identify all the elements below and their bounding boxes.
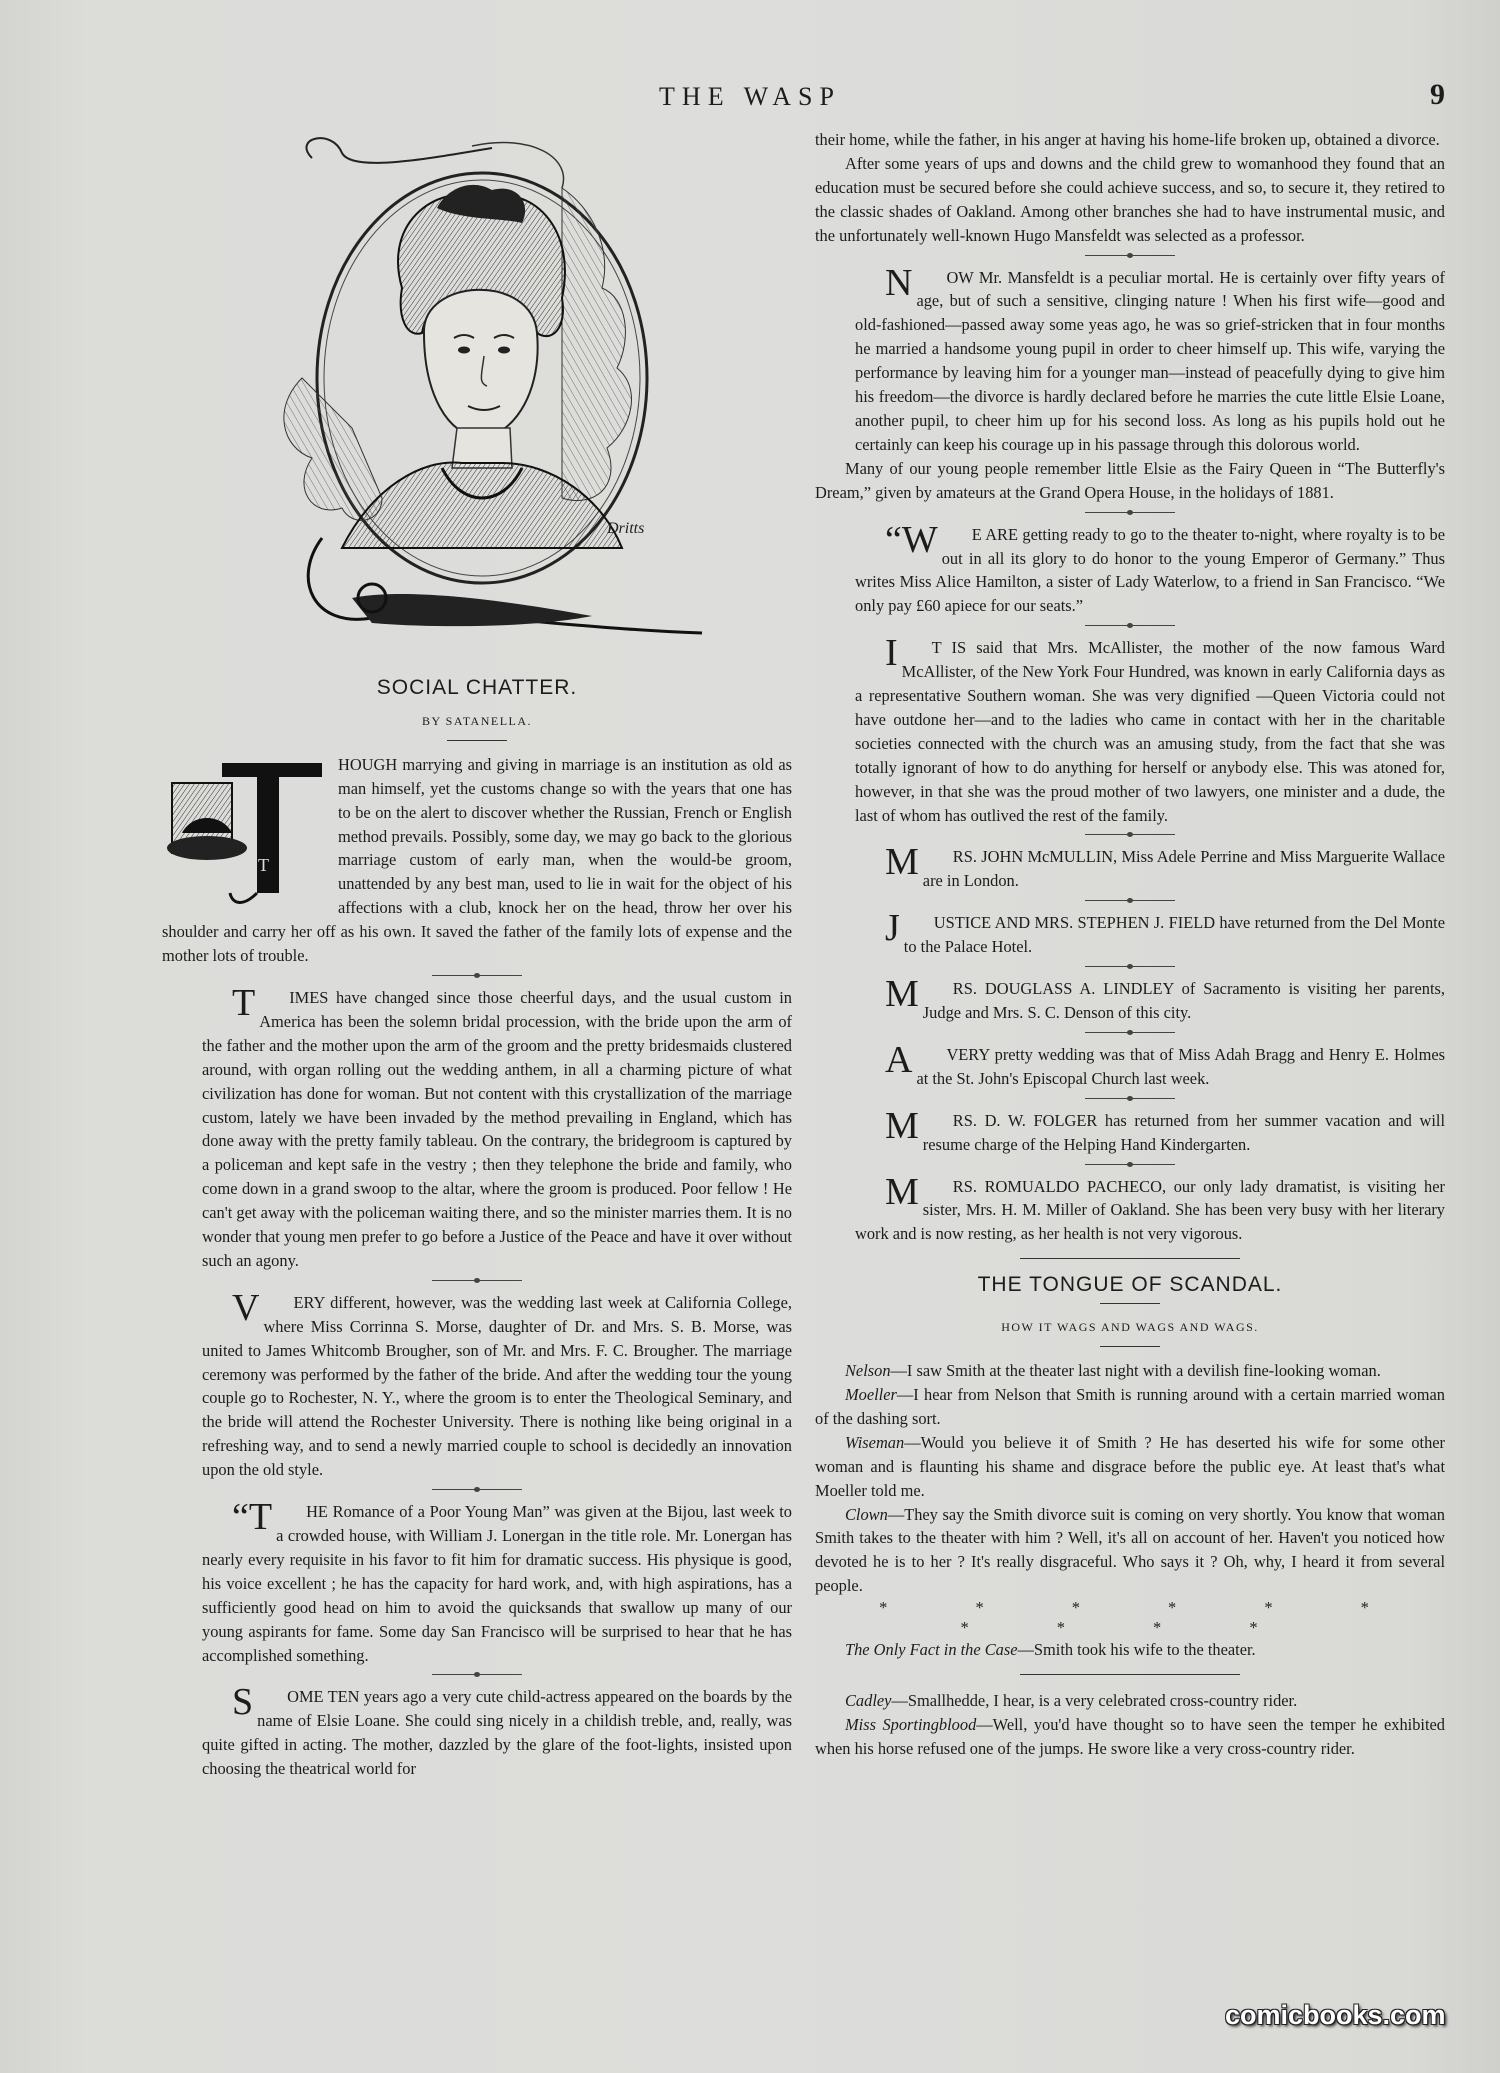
article-text: RS. ROMUALDO PACHECO, our only lady dramatist, is visiting her sister, Mrs. H. M. Miller of Oakland. She has been very busy with her literary work and is now resting, as her health is not very vigorous. <box>855 1176 1445 1244</box>
drop-cap: “W <box>885 518 938 561</box>
divider <box>432 1674 522 1675</box>
dialogue-text: —Would you believe it of Smith ? He has deserted his wife for some other woman and is flaunting his shame and disgrace before the public eye. At least that's what Moeller told me. <box>815 1432 1445 1500</box>
article-times <box>162 981 792 1273</box>
dialogue-line <box>815 1359 1445 1383</box>
article-pacheco <box>815 1170 1445 1247</box>
drop-cap: N <box>885 261 913 304</box>
article-text: T IS said that Mrs. McAllister, the mother of the now famous Ward McAllister, of the New York Four Hundred, was known in early California days as a representative Southern woman. She was very dignified —Queen Victoria could not have outdone her—and to the ladies who came in contact with her in the charitable societies connected with the church was an amusing study, from the fact that she was totally ignorant of how to do anything for herself or anybody else. This was atoned for, however, in that she was the proud mother of two lawyers, one minister and a dude, the last of whom has outlived the rest of the family. <box>855 638 1445 825</box>
speaker-name: Cadley <box>845 1691 892 1711</box>
divider <box>1100 1303 1160 1304</box>
article-text: RS. D. W. FOLGER has returned from her summer vacation and will resume charge of the Helping Hand Kindergarten. <box>922 1110 1445 1154</box>
article-romance <box>162 1496 792 1667</box>
article-some <box>162 1681 792 1781</box>
continuation-paragraph: their home, while the father, in his anger at having his home-life broken up, obtained a divorce. <box>815 130 1440 149</box>
article-text: RS. JOHN McMULLIN, Miss Adele Perrine and Miss Marguerite Wallace are in London. <box>922 847 1445 891</box>
dialogue-line <box>815 1713 1445 1761</box>
article-we <box>815 518 1445 619</box>
intro-paragraph <box>162 753 792 968</box>
divider <box>1100 1346 1160 1347</box>
initial-letter: T <box>258 854 269 875</box>
divider <box>447 740 507 741</box>
ornamental-initial-illustration <box>162 753 332 913</box>
continuation-paragraph: After some years of ups and downs and the child grew to womanhood they found that an education must be secured before she could achieve success, and so, to secure it, they retired to the classic shades of Oakland. Among other branches she had to have instrumental music, and the unfortunately well-known Hugo Mansfeldt was selected as a professor. <box>815 153 1445 245</box>
article-folger <box>815 1104 1445 1157</box>
article-text: IMES have changed since those cheerful days, and the usual custom in America has been the solemn bridal procession, with the bride upon the arm of the father and the mother upon the arm of the groom and the pretty bridesmaids clustered around, with organ rolling out the wedding anthem, in all a charming picture of what civilization has done for woman. But not content with this crystallization of the marriage custom, lately we have been invaded by the method prevailing in England, which has done away with the pretty family tableau. On the contrary, the bridegroom is captured by a policeman and kept safe in the vestry ; then they telephone the bride and family, who come down in a grand swoop to the altar, where the groom is produced. Poor fellow ! He can't get away with the policeman waiting there, and so the minister marries them. It is no wonder that young men prefer to go before a Justice of the Peace and have it over without such an agony. <box>202 987 792 1270</box>
masthead: THE WASP <box>659 82 841 111</box>
divider <box>1085 255 1175 256</box>
dialogue-line <box>815 1383 1445 1431</box>
tongue-subtitle: HOW IT WAGS AND WAGS AND WAGS. <box>1001 1320 1259 1335</box>
drop-cap: “T <box>232 1496 273 1539</box>
article-very <box>162 1286 792 1482</box>
dialogue-text: —They say the Smith divorce suit is coming on very shortly. You know that woman Smith takes to the theater with him ? Well, it's all on account of her. Haven't you noticed how devoted he is to her ? It's really disgraceful. Who says it ? Oh, why, I heard it from several people. <box>815 1504 1445 1596</box>
fact-text: —Smith took his wife to the theater. <box>1017 1640 1256 1660</box>
byline: BY SATANELLA. <box>421 713 533 728</box>
fact-label: The Only Fact in the Case <box>845 1640 1018 1660</box>
section-rule <box>1020 1258 1240 1259</box>
divider <box>1085 1032 1175 1033</box>
article-text: OME TEN years ago a very cute child-actress appeared on the boards by the name of Elsie Loane. She could sing nicely in a childish treble, and, really, was quite gifted in acting. The mother, dazzled by the glare of the foot-lights, insisted upon choosing the theatrical world for <box>202 1687 792 1779</box>
divider <box>432 1280 522 1281</box>
divider <box>1085 900 1175 901</box>
speaker-name: Wiseman <box>845 1432 905 1452</box>
portrait-illustration <box>232 128 712 668</box>
dialogue-line <box>815 1503 1445 1599</box>
drop-cap: M <box>885 1170 919 1213</box>
drop-cap: S <box>232 1681 254 1724</box>
divider <box>1085 1098 1175 1099</box>
divider <box>1085 1164 1175 1165</box>
dialogue-text: —Smallhedde, I hear, is a very celebrated cross-country rider. <box>891 1691 1298 1711</box>
article-text: OW Mr. Mansfeldt is a peculiar mortal. He is certainly over fifty years of age, but of such a sensitive, clinging nature ! When his first wife—good and old-fashioned—passed away some yeas ago, he was so grief-stricken that in four months he married a handsome young pupil in order to cheer himself up. This wife, varying the performance by leaving him for a younger man—instead of peacefully dying to give him his freedom—the divorce is hardly declared before he marries the cute little Elsie Loane, another pupil, to cheer him up for his second loss. As long as his pupils hold out he certainly can keep his courage up in his passage through this dolorous world. <box>855 267 1445 454</box>
article-text: E ARE getting ready to go to the theater to-night, where royalty is to be out in all its glory to do honor to the young Emperor of Germany.” Thus writes Miss Alice Hamilton, a sister of Lady Waterlow, to a friend in San Francisco. “We only pay £60 apiece for our seats.” <box>855 524 1445 616</box>
dialogue-line <box>815 1431 1445 1503</box>
speaker-name: Moeller <box>845 1384 897 1404</box>
watermark-logo: comicbooks.com <box>1225 2000 1446 2030</box>
divider <box>1085 834 1175 835</box>
dialogue-text: —I hear from Nelson that Smith is running around with a certain married woman of the dashing sort. <box>815 1384 1445 1428</box>
divider <box>432 1489 522 1490</box>
woman-portrait-engraving <box>232 128 712 668</box>
drop-cap: A <box>885 1038 913 1081</box>
divider <box>1085 512 1175 513</box>
drop-cap: I <box>885 632 898 675</box>
article-text: USTICE AND MRS. STEPHEN J. FIELD have returned from the Del Monte to the Palace Hotel. <box>903 913 1445 957</box>
page-number: 9 <box>1430 78 1445 111</box>
intro-text: HOUGH marrying and giving in marriage is an institution as old as man himself, yet the customs change so with the years that one has to be on the alert to discover whether the Russian, French or English method prevails. Possibly, some day, we may go back to the glorious marriage custom of early man, when the would-be groom, unattended by any best man, used to lie in wait for the object of his affections with a club, knock her on the head, throw her over his shoulder and carry her off as his own. It saved the father of the family lots of expense and the mother lots of trouble. <box>162 754 792 966</box>
dialogue-text: —Well, you'd have thought so to have seen the temper he exhibited when his horse refused one of the jumps. He swore like a very cross-country rider. <box>815 1714 1445 1758</box>
speaker-name: Miss Sportingblood <box>845 1714 977 1734</box>
drop-cap: M <box>885 1104 919 1147</box>
divider <box>1085 966 1175 967</box>
divider <box>432 975 522 976</box>
article-lindley <box>815 973 1445 1025</box>
dialogue-text: —I saw Smith at the theater last night with a devilish fine-looking woman. <box>890 1361 1381 1381</box>
article-many: Many of our young people remember little Elsie as the Fairy Queen in “The Butterfly's Dream,” given by amateurs at the Grand Opera House, in the holidays of 1881. <box>815 458 1445 502</box>
decorated-initial-t <box>162 753 332 913</box>
left-column <box>162 128 792 1781</box>
drop-cap: V <box>232 1286 260 1329</box>
article-text: RS. DOUGLASS A. LINDLEY of Sacramento is visiting her parents, Judge and Mrs. S. C. Denson of this city. <box>922 979 1445 1022</box>
drop-cap: T <box>232 981 256 1024</box>
social-chatter-title: SOCIAL CHATTER. <box>376 676 578 699</box>
article-mcmullin <box>815 841 1445 893</box>
drop-cap: J <box>885 907 900 950</box>
drop-cap: M <box>885 841 919 884</box>
article-text: ERY different, however, was the wedding last week at California College, where Miss Corrinna S. Morse, daughter of Dr. and Mrs. S. B. Morse, was united to James Whitcomb Brougher, son of Mr. and Mrs. F. C. Brougher. The marriage ceremony was performed by the father of the bride. And after the wedding tour the young couple go to Rochester, N. Y., where the groom is to enter the Theological Seminary, and the bride will attend the Rochester University. There is nothing like being original in a refreshing way, and to send a newly married couple to school is decidedly an innovation upon the old style. <box>202 1292 792 1480</box>
divider <box>1085 625 1175 626</box>
fact-line <box>815 1638 1445 1662</box>
tongue-of-scandal-title: THE TONGUE OF SCANDAL. <box>977 1273 1283 1297</box>
article-wedding <box>815 1038 1445 1091</box>
section-rule <box>1020 1674 1240 1675</box>
article-text: HE Romance of a Poor Young Man” was given at the Bijou, last week to a crowded house, with William J. Lonergan in the title role. Mr. Lonergan has nearly every requisite in his favor to fit him for dramatic success. His physique is good, his voice excellent ; he has the capacity for hard work, and, with high aspirations, has a sufficiently good head on him to avoid the quicksands that swallow up many of our young aspirants for fame. Some day San Francisco will be surprised to hear that he has accomplished something. <box>202 1502 792 1665</box>
article-it <box>815 632 1445 827</box>
article-text: VERY pretty wedding was that of Miss Adah Bragg and Henry E. Holmes at the St. John's Episcopal Church last week. <box>916 1044 1445 1088</box>
right-column <box>815 128 1445 1761</box>
speaker-name: Clown <box>845 1504 888 1524</box>
artist-signature: Dritts <box>607 520 645 537</box>
article-now <box>815 261 1445 457</box>
dialogue-line <box>815 1689 1445 1713</box>
speaker-name: Nelson <box>845 1361 891 1381</box>
article-field <box>815 907 1445 959</box>
asterisk-divider: * * * * * * * * * * <box>879 1598 1411 1638</box>
drop-cap: M <box>885 973 919 1016</box>
